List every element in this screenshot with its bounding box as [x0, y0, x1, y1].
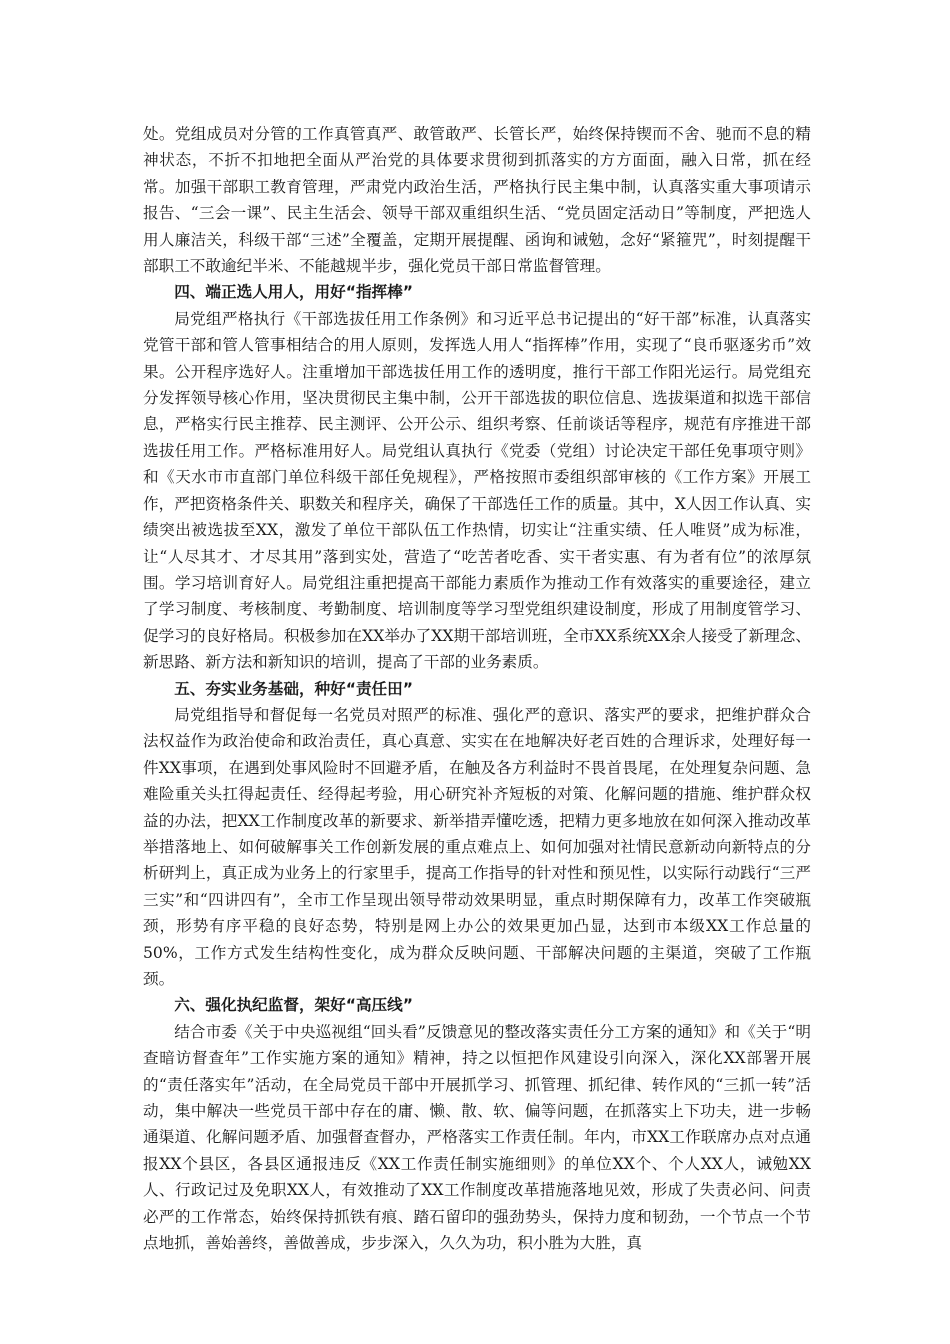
paragraph-section-6: 结合市委《关于中央巡视组“回头看”反馈意见的整改落实责任分工方案的通知》和《关于“明查暗访督查年”工作实施方案的通知》精神，持之以恒把作风建设引向深入，深化XX部署开展的“责任落实年”活动，在全局党员干部中开展抓学习、抓管理、抓纪律、转作风的“三抓一转”活动，集中解决一些党员干部中存在的庸、懒、散、软、偏等问题，在抓落实上下功夫，进一步畅通渠道、化解问题矛盾、加强督查督办，严格落实工作责任制。年内，市XX工作联席办点对点通报XX个县区，各县区通报违反《XX工作责任制实施细则》的单位XX个、个人XX人，诫勉XX人、行政记过及免职XX人，有效推动了XX工作制度改革措施落地见效，形成了失责必问、问责必严的工作常态，始终保持抓铁有痕、踏石留印的强劲势头，保持力度和韧劲，一个节点一个节点地抓，善始善终，善做善成，步步深入，久久为功，积小胜为大胜，真 [143, 1022, 811, 1253]
paragraph-section-5: 局党组指导和督促每一名党员对照严的标准、强化严的意识、落实严的要求，把维护群众合法权益作为政治使命和政治责任，真心真意、实实在在地解决好老百姓的合理诉求，处理好每一件XX事项，在遇到处事风险时不回避矛盾，在触及各方利益时不畏首畏尾，在处理复杂问题、急难险重关头扛得起责任、经得起考验，用心研究补齐短板的对策、化解问题的措施、维护群众权益的办法，把XX工作制度改革的新要求、新举措弄懂吃透，把精力更多地放在如何深入推动改革举措落地上、如何破解事关工作创新发展的重点难点上、如何加强对社情民意新动向新特点的分析研判上，真正成为业务上的行家里手，提高工作指导的针对性和预见性，以实际行动践行“三严三实”和“四讲四有”，全市工作呈现出领导带动效果明显，重点时期保障有力，改革工作突破瓶颈，形势有序平稳的良好态势，特别是网上办公的效果更加凸显，达到市本级XX工作总量的50%，工作方式发生结构性变化，成为群众反映问题、干部解决问题的主渠道，突破了工作瓶颈。 [143, 705, 811, 988]
paragraph-section-4: 局党组严格执行《干部选拔任用工作条例》和习近平总书记提出的“好干部”标准，认真落实党管干部和管人管事相结合的用人原则，发挥选人用人“指挥棒”作用，实现了“良币驱逐劣币”效果。公开程序选好人。注重增加干部选拔任用工作的透明度，推行干部工作阳光运行。局党组充分发挥领导核心作用，坚决贯彻民主集中制，公开干部选拔的职位信息、选拔渠道和拟选干部信息，严格实行民主推荐、民主测评、公开公示、组织考察、任前谈话等程序，规范有序推进干部选拔任用工作。严格标准用好人。局党组认真执行《党委（党组）讨论决定干部任免事项守则》和《天水市市直部门单位科级干部任免规程》，严格按照市委组织部审核的《工作方案》开展工作，严把资格条件关、职数关和程序关，确保了干部选任工作的质量。其中，X人因工作认真、实绩突出被选拔至XX，激发了单位干部队伍工作热情，切实让“注重实绩、任人唯贤”成为标准，让“人尽其才、才尽其用”落到实处，营造了“吃苦者吃香、实干者实惠、有为者有位”的浓厚氛围。学习培训育好人。局党组注重把提高干部能力素质作为推动工作有效落实的重要途径，建立了学习制度、考核制度、考勤制度、培训制度等学习型党组织建设制度，形成了用制度管学习、促学习的良好格局。积极参加在XX举办了XX期干部培训班，全市XX系统XX余人接受了新理念、新思路、新方法和新知识的培训，提高了干部的业务素质。 [143, 309, 811, 672]
section-heading-6: 六、强化执纪监督，架好“高压线” [174, 996, 413, 1015]
document-page [143, 121, 811, 1256]
section-heading-4: 四、端正选人用人，用好“指挥棒” [174, 283, 413, 302]
paragraph-continuation: 处。党组成员对分管的工作真管真严、敢管敢严、长管长严，始终保持锲而不舍、驰而不息的精神状态，不折不扣地把全面从严治党的具体要求贯彻到抓落实的方方面面，融入日常，抓在经常。加强干部职工教育管理，严肃党内政治生活，严格执行民主集中制，认真落实重大事项请示报告、“三会一课”、民主生活会、领导干部双重组织生活、“党员固定活动日”等制度，严把选人用人廉洁关，科级干部“三述”全覆盖，定期开展提醒、函询和诫勉，念好“紧箍咒”，时刻提醒干部职工不敢逾纪半米、不能越规半步，强化党员干部日常监督管理。 [143, 125, 811, 276]
section-heading-5: 五、夯实业务基础，种好“责任田” [174, 679, 413, 698]
